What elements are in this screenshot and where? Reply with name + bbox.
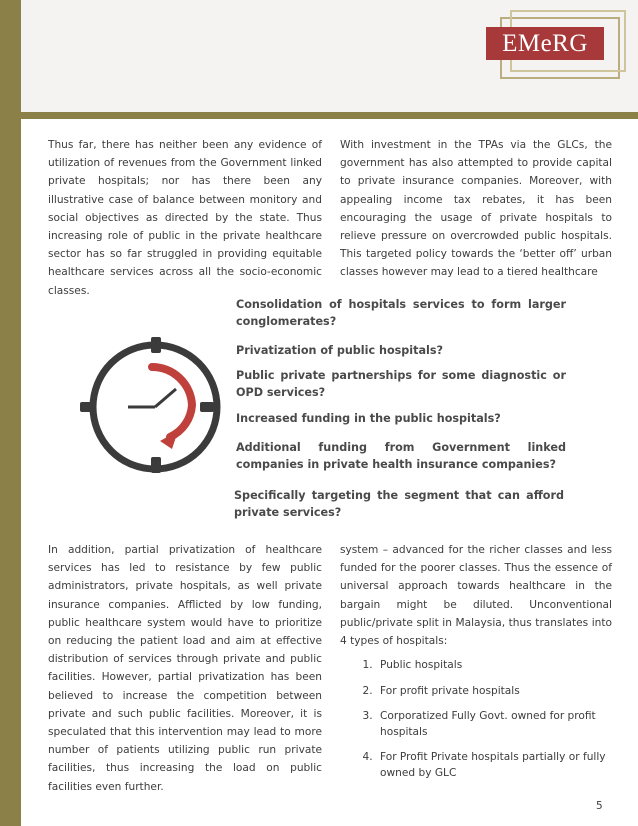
page-number: 5 xyxy=(596,800,603,812)
logo-text: EMeRG xyxy=(486,27,604,60)
list-item: 4. For Profit Private hospitals partially or fully owned by GLC xyxy=(376,750,612,781)
paragraph: With investment in the TPAs via the GLCs, the government has also attempted to provide capital to private insurance companies. Moreover, with appealing income tax rebates, it has been encouraging the usage of private hospitals to relieve pressure on overcrowded public hospitals. This targeted policy towards the ‘better off’ urban classes however may lead to a tiered healthcare xyxy=(340,139,612,279)
paragraph: In addition, partial privatization of healthcare services has led to resistance by few public administrators, private hospitals, as well private insurance companies. Afflicted by low funding, public healthcare system would have to prioritize on reducing the patient load and aim at effective distribution of services through private and public facilities. However, partial privatization has been believed to increase the competition between private and such public facilities. Moreover, it is speculated that this intervention may lead to more number of patients utilizing public run private facilities, thus increasing the load on public facilities even further. xyxy=(48,544,322,793)
paragraph: system – advanced for the richer classes and less funded for the poorer classes. Thus the essence of universal approach towards healthcare in the bargain might be diluted. Unconventional public/private split in Malaysia, thus translates into 4 types of hospitals: xyxy=(340,544,612,648)
question-funding-public: Increased funding in the public hospitals? xyxy=(236,412,501,425)
list-item: 3. Corporatized Fully Govt. owned for profit hospitals xyxy=(376,709,612,740)
clock-icon xyxy=(80,337,230,477)
bottom-right-column xyxy=(340,541,612,791)
question-privatization: Privatization of public hospitals? xyxy=(236,344,444,357)
paragraph: Thus far, there has neither been any evidence of utilization of revenues from the Government linked private hospitals; nor has there been any illustrative case of balance between monitory and social objectives as directed by the state. Thus increasing role of public in the private healthcare sector has so far struggled in providing equitable healthcare services across all the socio-economic classes. xyxy=(48,139,322,297)
question-glc-funding: Additional funding from Government linked companies in private health insurance companies? xyxy=(236,441,566,471)
list-item: 1. Public hospitals xyxy=(376,658,612,674)
left-accent-bar xyxy=(0,0,21,826)
question-ppp: Public private partnerships for some diagnostic or OPD services? xyxy=(236,369,566,399)
top-left-column xyxy=(48,136,322,300)
hospital-types-list xyxy=(340,658,612,781)
list-item: 2. For profit private hospitals xyxy=(376,684,612,700)
bottom-left-column xyxy=(48,541,322,796)
question-targeting: Specifically targeting the segment that can afford private services? xyxy=(234,489,564,519)
header-rule xyxy=(0,112,638,119)
question-consolidation: Consolidation of hospitals services to form larger conglomerates? xyxy=(236,298,566,328)
top-right-column xyxy=(340,136,612,282)
